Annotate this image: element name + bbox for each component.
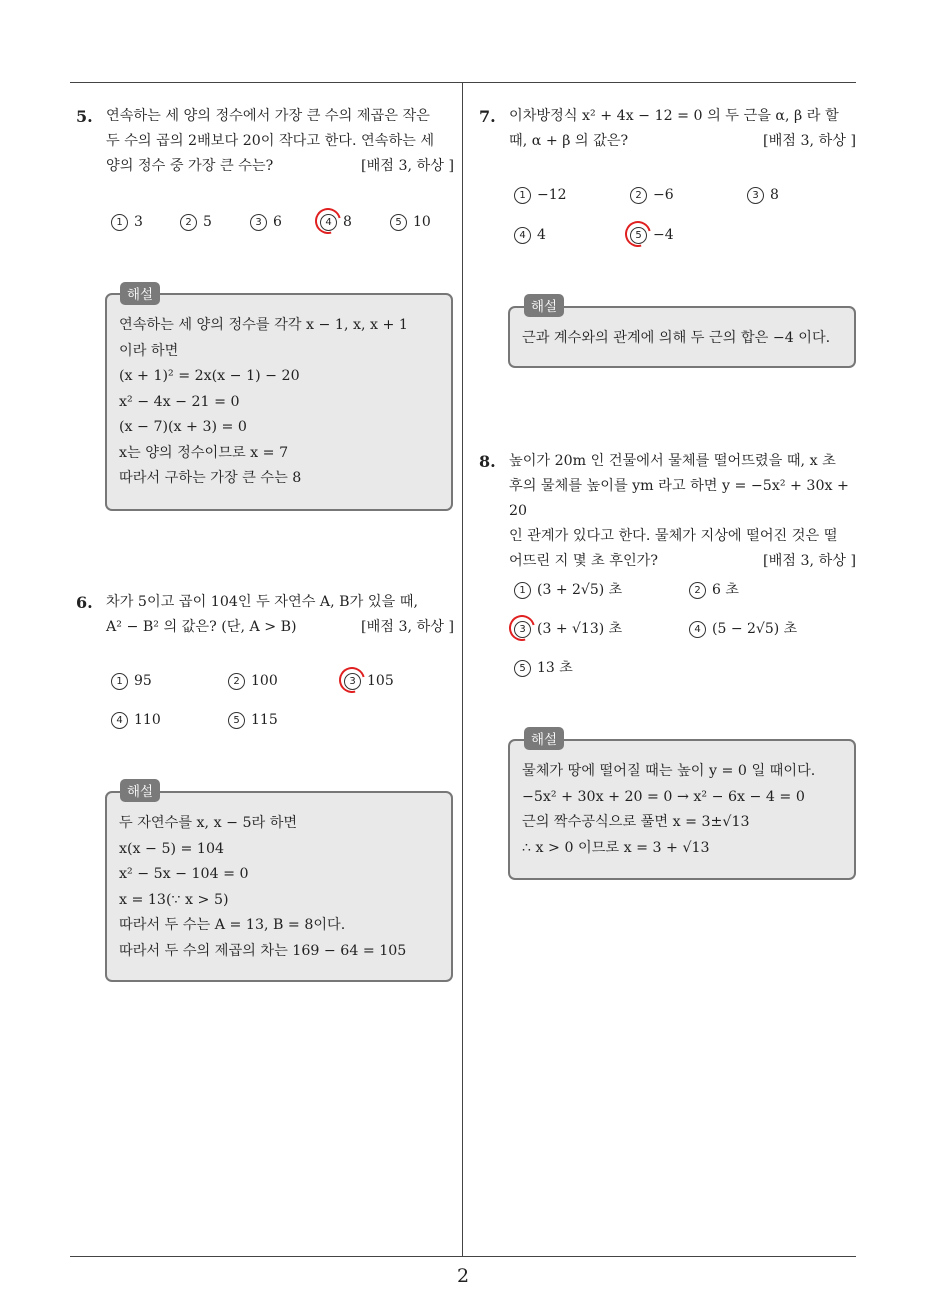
question-6-text: 차가 5이고 곱이 104인 두 자연수 A, B가 있을 때, A² − B² 의 값은? (단, A > B) [배점 3, 하상 ] (106, 590, 454, 640)
circled-5-icon: 5 (514, 660, 531, 677)
choice-2[interactable]: 2 100 (228, 671, 278, 691)
solution-tag: 해설 (524, 294, 564, 317)
solution-tag: 해설 (524, 727, 564, 750)
solution-box-5: 연속하는 세 양의 정수를 각각 x − 1, x, x + 1 이라 하면 (x + 1)² = 2x(x − 1) − 20 x² − 4x − 21 = 0 (x − 7)(x + 3) = 0 x는 양의 정수이므로 x = 7 따라서 구하는 가장 큰 수는 8 (105, 293, 453, 511)
circled-2-icon: 2 (689, 582, 706, 599)
choice-4[interactable]: 4 (5 − 2√5) 초 (689, 619, 797, 639)
circled-5-icon: 5 (630, 227, 647, 244)
column-divider (462, 82, 463, 1257)
choice-5[interactable]: 5 10 (390, 212, 431, 232)
circled-4-icon: 4 (689, 621, 706, 638)
choice-1[interactable]: 1 −12 (514, 185, 567, 205)
score-label: [배점 3, 하상 ] (763, 553, 856, 569)
circled-5-icon: 5 (390, 214, 407, 231)
solution-tag: 해설 (120, 282, 160, 305)
circled-4-icon: 4 (514, 227, 531, 244)
choice-4[interactable]: 4 8 (320, 212, 352, 232)
circled-1-icon: 1 (514, 187, 531, 204)
top-rule (70, 82, 856, 83)
choice-4[interactable]: 4 4 (514, 225, 546, 245)
solution-box-8: 물체가 땅에 떨어질 때는 높이 y = 0 일 때이다. −5x² + 30x + 20 = 0 → x² − 6x − 4 = 0 근의 짝수공식으로 풀면 x = 3±√13 ∴ x > 0 이므로 x = 3 + √13 (508, 739, 856, 880)
question-7-number: 7. (479, 107, 496, 126)
circled-3-icon: 3 (250, 214, 267, 231)
answer-mark-icon (504, 610, 540, 646)
circled-1-icon: 1 (111, 214, 128, 231)
choice-4[interactable]: 4 110 (111, 710, 161, 730)
answer-mark-icon (310, 203, 346, 239)
answer-mark-icon (334, 662, 370, 698)
bottom-rule (70, 1256, 856, 1257)
choice-2[interactable]: 2 −6 (630, 185, 674, 205)
solution-box-7: 근과 계수와의 관계에 의해 두 근의 합은 −4 이다. (508, 306, 856, 368)
circled-3-icon: 3 (514, 621, 531, 638)
circled-2-icon: 2 (630, 187, 647, 204)
choice-3[interactable]: 3 6 (250, 212, 282, 232)
solution-box-6: 두 자연수를 x, x − 5라 하면 x(x − 5) = 104 x² − 5x − 104 = 0 x = 13(∵ x > 5) 따라서 두 수는 A = 13, B = 8이다. 따라서 두 수의 제곱의 차는 169 − 64 = 105 (105, 791, 453, 982)
circled-2-icon: 2 (228, 673, 245, 690)
circled-1-icon: 1 (514, 582, 531, 599)
solution-tag: 해설 (120, 779, 160, 802)
choice-2[interactable]: 2 6 초 (689, 580, 739, 600)
question-8-number: 8. (479, 452, 496, 471)
question-5-text: 연속하는 세 양의 정수에서 가장 큰 수의 제곱은 작은 두 수의 곱의 2배보다 20이 작다고 한다. 연속하는 세 양의 정수 중 가장 큰 수는? [배점 3, 하상 ] (106, 104, 454, 179)
circled-4-icon: 4 (111, 712, 128, 729)
choice-1[interactable]: 1 95 (111, 671, 152, 691)
choice-3[interactable]: 3 8 (747, 185, 779, 205)
question-6-number: 6. (76, 593, 93, 612)
choice-5[interactable]: 5 13 초 (514, 658, 573, 678)
circled-2-icon: 2 (180, 214, 197, 231)
choice-3[interactable]: 3 (3 + √13) 초 (514, 619, 622, 639)
score-label: [배점 3, 하상 ] (361, 619, 454, 635)
circled-1-icon: 1 (111, 673, 128, 690)
question-5-number: 5. (76, 107, 93, 126)
choice-5[interactable]: 5 115 (228, 710, 278, 730)
choice-5[interactable]: 5 −4 (630, 225, 674, 245)
choice-1[interactable]: 1 (3 + 2√5) 초 (514, 580, 622, 600)
circled-4-icon: 4 (320, 214, 337, 231)
answer-mark-icon (620, 216, 656, 252)
choice-3[interactable]: 3 105 (344, 671, 394, 691)
page-number: 2 (456, 1265, 470, 1287)
circled-5-icon: 5 (228, 712, 245, 729)
circled-3-icon: 3 (344, 673, 361, 690)
score-label: [배점 3, 하상 ] (361, 158, 454, 174)
score-label: [배점 3, 하상 ] (763, 133, 856, 149)
choice-2[interactable]: 2 5 (180, 212, 212, 232)
circled-3-icon: 3 (747, 187, 764, 204)
choice-1[interactable]: 1 3 (111, 212, 143, 232)
question-7-text: 이차방정식 x² + 4x − 12 = 0 의 두 근을 α, β 라 할 때, α + β 의 값은? [배점 3, 하상 ] (509, 104, 856, 154)
question-8-text: 높이가 20m 인 건물에서 물체를 떨어뜨렸을 때, x 초 후의 물체를 높이를 ym 라고 하면 y = −5x² + 30x + 20 인 관계가 있다고 한다. 물체가 지상에 떨어진 것은 떨 어뜨린 지 몇 초 후인가? [배점 3, 하상 ] (509, 449, 856, 574)
